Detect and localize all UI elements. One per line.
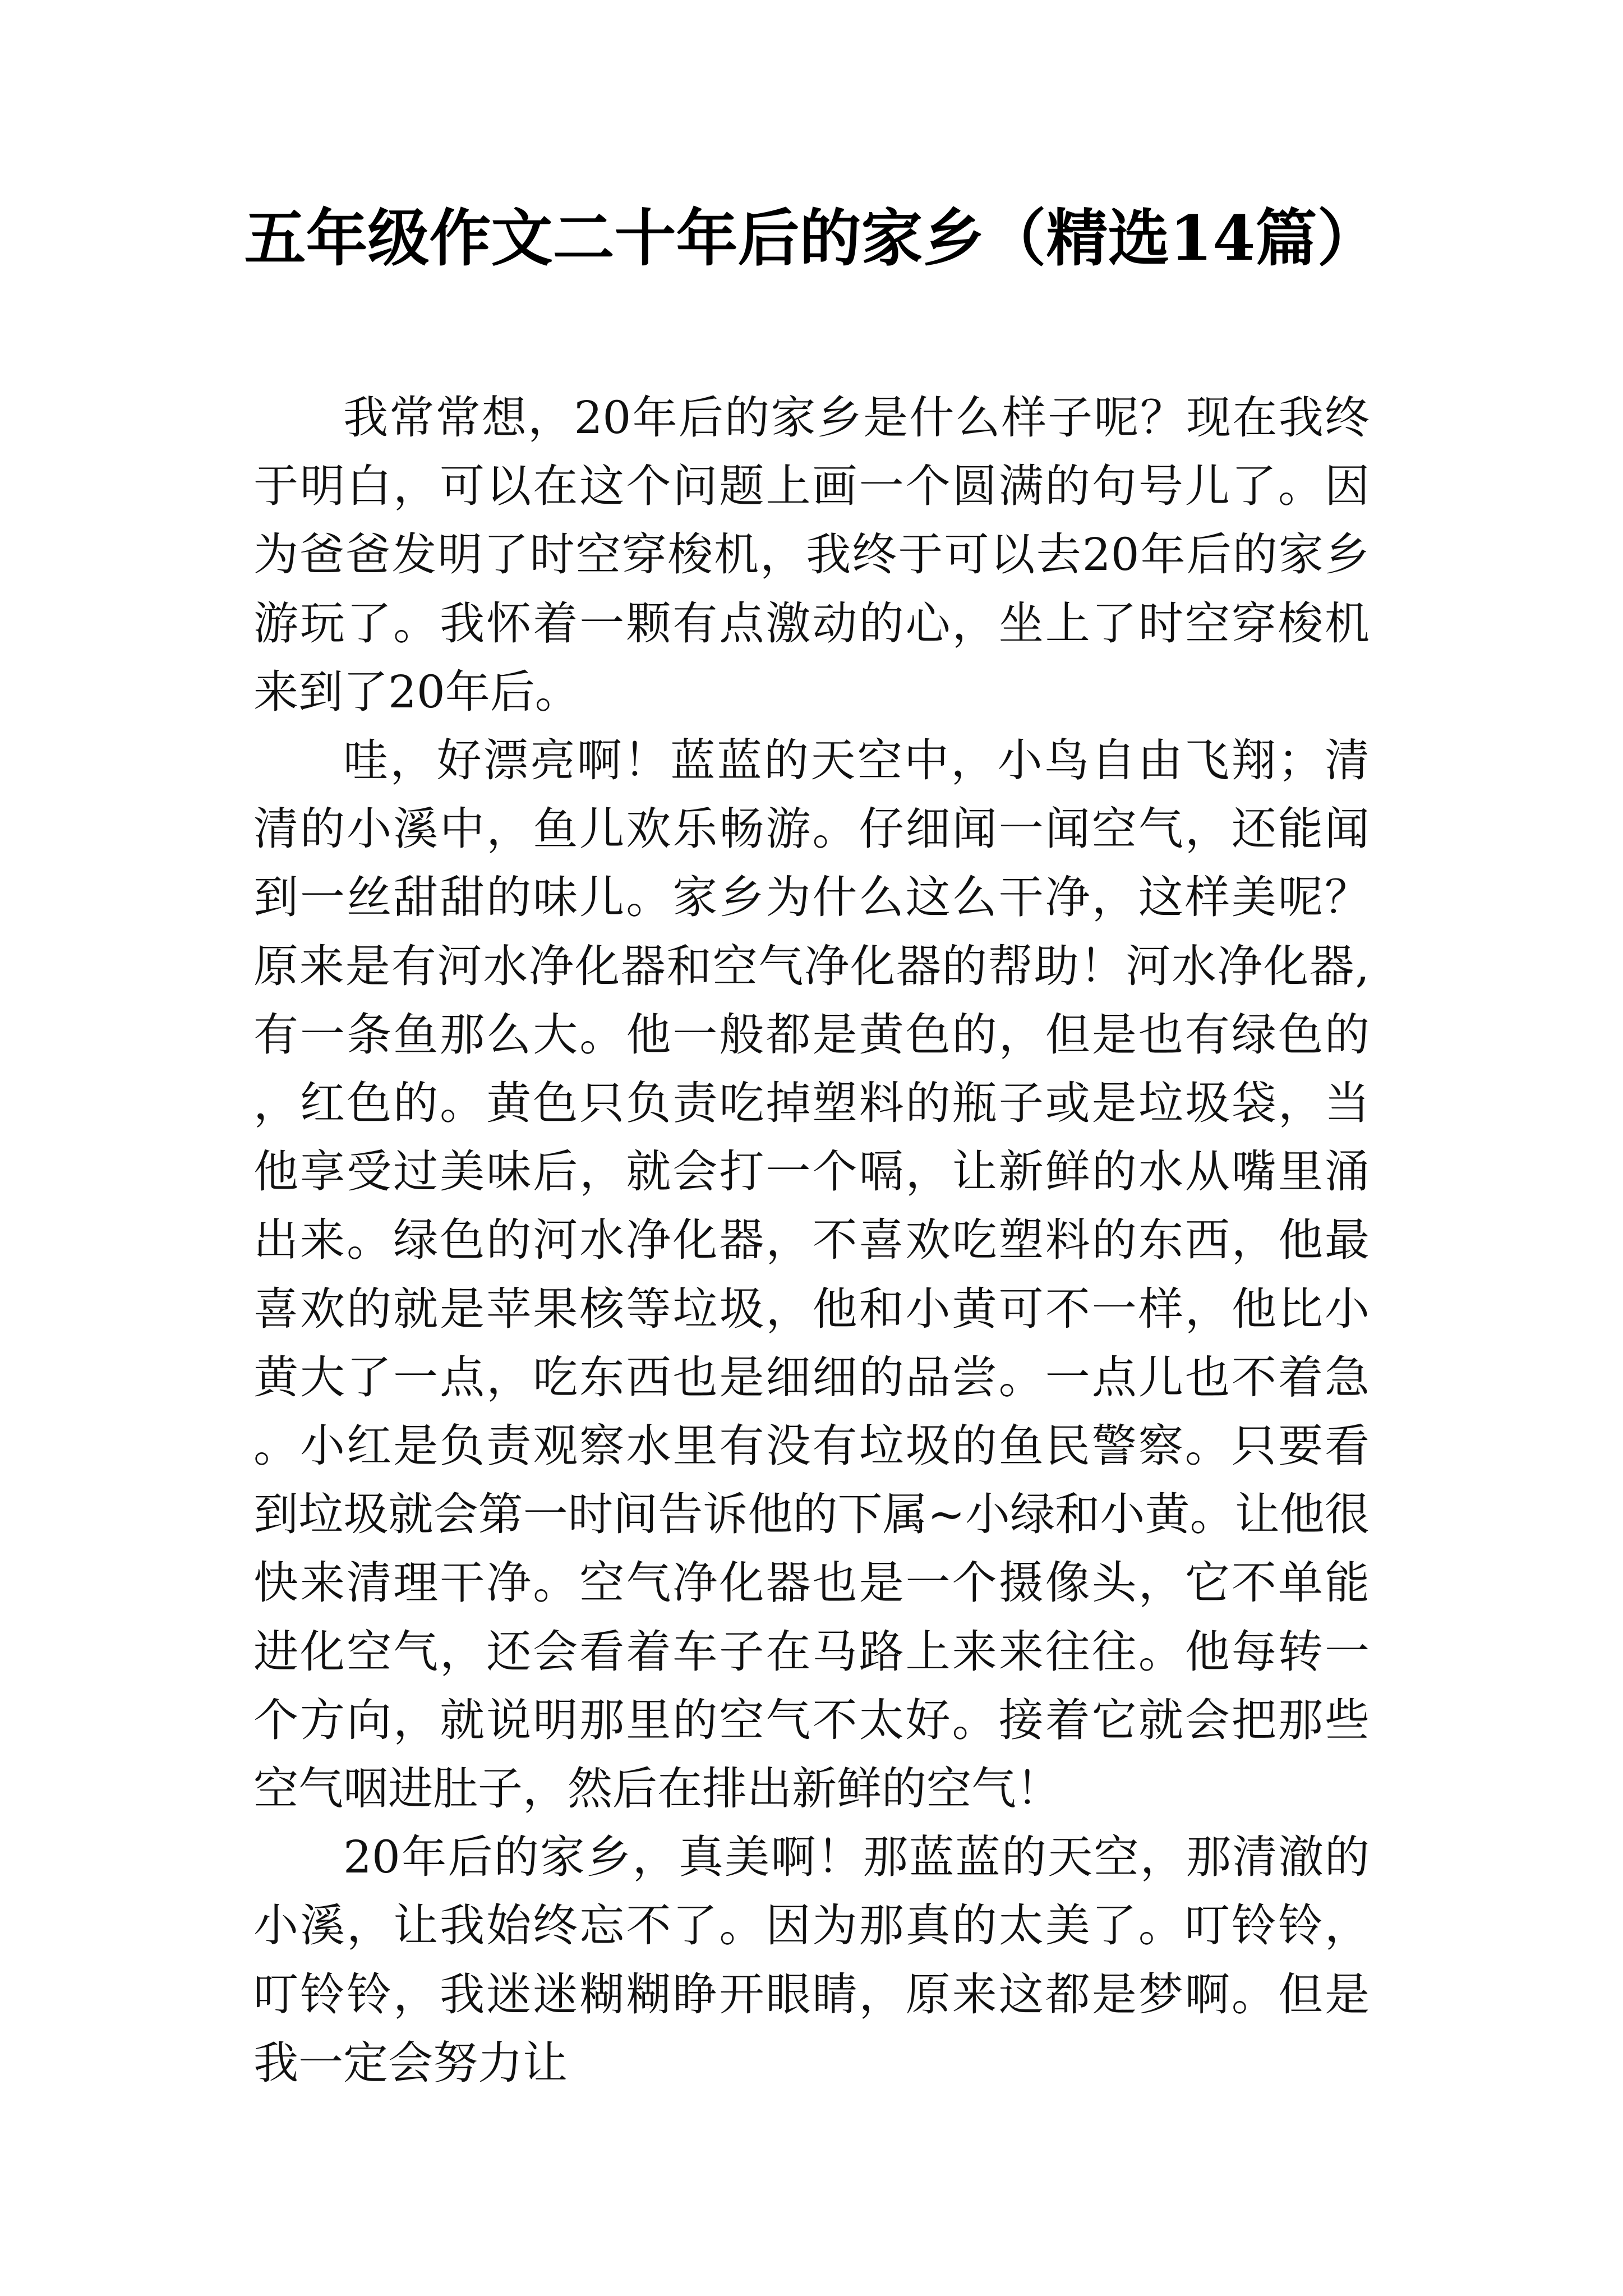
- document-title: 五年级作文二十年后的家乡（精选14篇）: [244, 202, 1379, 274]
- paragraph-3: 20年后的家乡，真美啊！那蓝蓝的天空，那清澈的小溪，让我始终忘不了。因为那真的太美了。叮铃铃，叮铃铃，我迷迷糊糊睁开眼睛，原来这都是梦啊。但是我一定会努力让: [253, 1831, 1370, 2089]
- paragraph-2: 哇，好漂亮啊！蓝蓝的天空中，小鸟自由飞翔；清清的小溪中，鱼儿欢乐畅游。仔细闻一闻空气，还能闻到一丝甜甜的味儿。家乡为什么这么干净，这样美呢？原来是有河水净化器和空气净化器的帮助！河水净化器,有一条鱼那么大。他一般都是黄色的，但是也有绿色的，红色的。黄色只负责吃掉塑料的瓶子或是垃圾袋，当他享受过美味后，就会打一个嗝，让新鲜的水从嘴里涌出来。绿色的河水净化器，不喜欢吃塑料的东西，他最喜欢的就是苹果核等垃圾，他和小黄可不一样，他比小黄大了一点，吃东西也是细细的品尝。一点儿也不着急。小红是负责观察水里有没有垃圾的鱼民警察。只要看到垃圾就会第一时间告诉他的下属~小绿和小黄。让他很快来清理干净。空气净化器也是一个摄像头，它不单能进化空气，还会看着车子在马路上来来往往。他每转一个方向，就说明那里的空气不太好。接着它就会把那些空气咽进肚子，然后在排出新鲜的空气！: [253, 734, 1370, 1815]
- paragraph-1: 我常常想，20年后的家乡是什么样子呢？现在我终于明白，可以在这个问题上画一个圆满的句号儿了。因为爸爸发明了时空穿梭机，我终于可以去20年后的家乡游玩了。我怀着一颗有点激动的心，坐上了时空穿梭机来到了20年后。: [253, 392, 1370, 718]
- document-body: [253, 384, 1370, 2097]
